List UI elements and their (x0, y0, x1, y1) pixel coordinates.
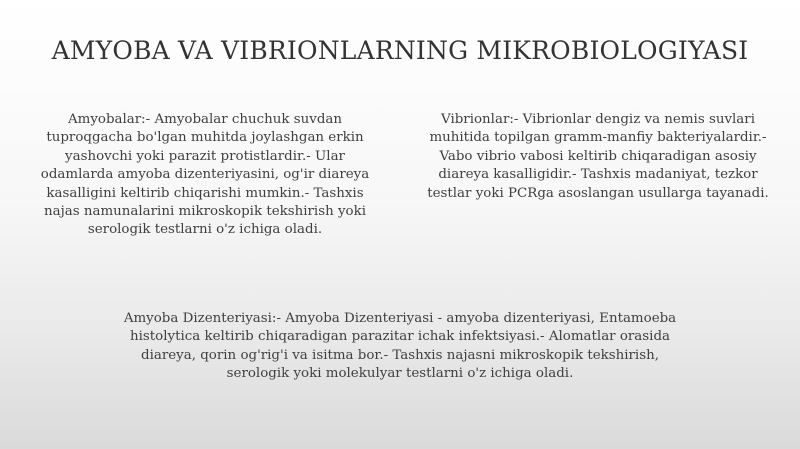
slide-title: AMYOBA VA VIBRIONLARNING MIKROBIOLOGIYASI (51, 36, 749, 65)
vibrionlar-text-block: Vibrionlar:- Vibrionlar dengiz va nemis suvlari muhitida topilgan gramm-manfiy bakteriyalardir.- Vabo vibrio vabosi keltirib chiqaradigan asosiy diareya kasalligidir.- Tashxis madaniyat, tezkor testlar yoki PCRga asoslangan usullarga tayanadi. (427, 112, 769, 201)
amyobalar-text-block: Amyobalar:- Amyobalar chuchuk suvdan tuproqgacha bo'lgan muhitda joylashgan erkin yashovchi yoki parazit protistlardir.- Ular odamlarda amyoba dizenteriyasini, og'ir diareya kasalligini keltirib chiqarishi mumkin.- Tashxis najas namunalarini mikroskopik tekshirish yoki serologik testlarni o'z ichiga oladi. (40, 112, 370, 238)
amyoba-dizenteriyasi-text-block: Amyoba Dizenteriyasi:- Amyoba Dizenteriyasi - amyoba dizenteriyasi, Entamoeba histolytica keltirib chiqaradigan parazitar ichak infektsiyasi.- Alomatlar orasida diareya, qorin og'rig'i va isitma bor.- Tashxis najasni mikroskopik tekshirish, serologik yoki molekulyar testlarni o'z ichiga oladi. (123, 311, 677, 382)
